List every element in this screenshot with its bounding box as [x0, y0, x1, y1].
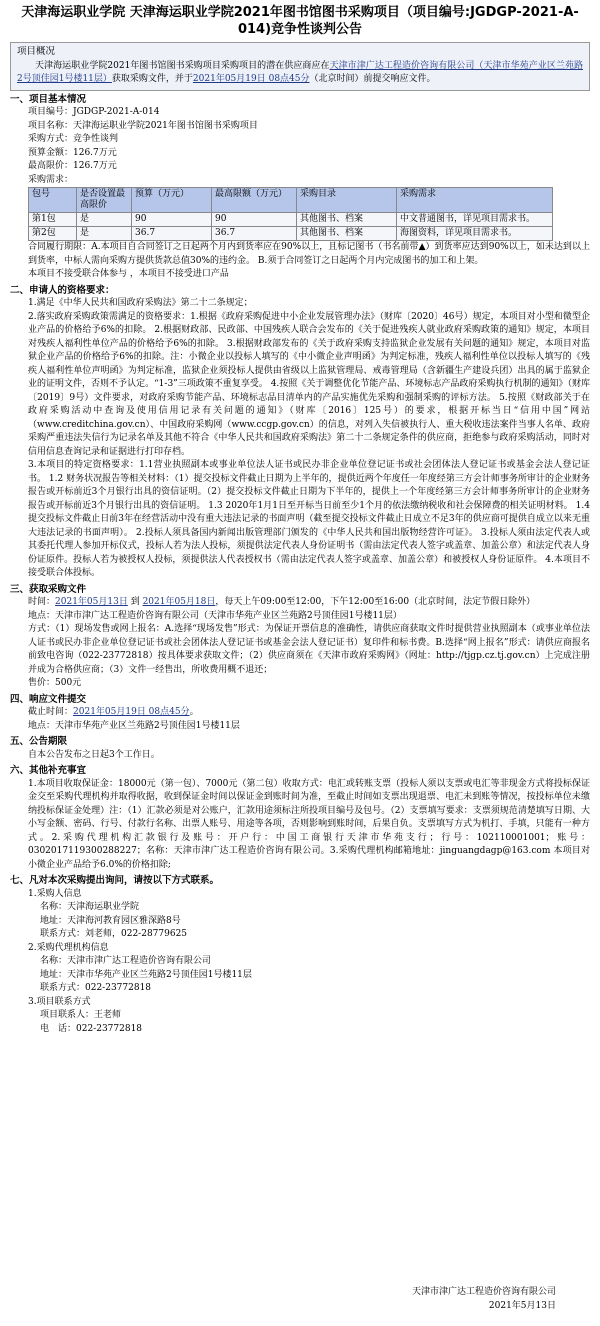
submission-deadline: [10, 706, 590, 720]
col-header-max-amount: 最高限额（万元）: [212, 188, 297, 213]
project-contact-person: 项目联系人：王老师: [40, 1010, 122, 1020]
signature-block: [412, 1285, 556, 1313]
other-matters-text: 1.本项目收取保证金：18000元（第一包）、7000元（第二包）收取方式：电汇或转账支票（投标人须以支票或电汇等非现金方式将投标保证金交至采购代理机构并取得收据，收到保证金时间以保证金到账时间为准，至截止时间如支票出现退票、电汇未到账等情况，按投标单位未缴纳投标保证金处理）注：（1）汇款必须是对公账户，汇款用途须标注所投项目编号及包号。（2）支票填写要求：支票须规范清楚填写日期、大小写金额、密码、行号、付款行名称、出票人账号、用途等各项，否则影响到账时间，后果自负。支票填写方式为机打、手填，只能有一种方式。2.采购代理机构汇款银行及账号：开户行：中国工商银行天津市华苑支行；行号：102110001001；账号：0302017119300288227；名称：天津市津广达工程造价咨询有限公司。3.采购代理机构邮箱地址：jinguangdagp@163.com 本项目对小微企业产品给予6.0%的价格扣除;: [28, 778, 590, 870]
submission-address: 地点：天津市华苑产业区兰苑路2号顶佳园1号楼11层: [28, 720, 240, 731]
overview-text-before: 天津海运职业学院2021年图书馆图书采购项目采购项目的潜在供应商应在: [35, 60, 330, 71]
cell: 36.7: [132, 227, 212, 241]
project-contact-phone: 电 话：022-23772818: [40, 1023, 143, 1034]
requirements-table: [28, 187, 553, 241]
agency-address-link: 天津市津广达工程造价咨询有限公司（天津市华苑产业区兰苑路2号顶佳园1号楼11层）: [17, 60, 583, 84]
cell: 第1包: [29, 213, 77, 227]
obtain-time-end: 2021年05月18日: [142, 597, 216, 607]
qualification-item-2: 2.落实政府采购政策需满足的资格要求：1.根据《政府采购促进中小企业发展管理办法》（财库〔2020〕46号）规定，本项目对小型和微型企业产品的价格给予6%的扣除。 2.根据财政部、民政部、中国残疾人联合会发布的《关于促进残疾人就业政府采购政策的通知》规定，本项目对残疾人福利性单位产品的价格给予6%的扣除。 3.根据财政部发布的《关于政府采购支持监狱企业发展有关问题的通知》规定，本项目对监狱企业产品的价格给予6%的扣除。注：小微企业以投标人填写的《中小微企业声明函》为判定标准，残疾人福利性单位以投标人填写的《残疾人福利性单位声明函》为判定标准，监狱企业须投标人提供由省级以上监狱管理局、戒毒管理局（含新疆生产建设兵团）出具的属于监狱企业的证明文件，否则不予认定。“1-3”三项政策不重复享受。 4.按照《关于调整优化节能产品、环境标志产品政府采购执行机制的通知》（财库〔2019〕9号）文件要求，对政府采购节能产品、环境标志品目清单内的产品实施优先采购和强制采购的评标方法。 5.按照《财政部关于在政府采购活动中查询及使用信用记录有关问题的通知》（财库〔2016〕125号）的要求，根据开标当日“信用中国”网站（www.creditchina.gov.cn）、中国政府采购网（www.ccgp.gov.cn）的信息，对列入失信被执行人、重大税收违法案件当事人名单、政府采购严重违法失信行为记录名单及其他不符合《中华人民共和国政府采购法》第二十二条规定条件的供应商，拒绝参与政府采购活动，同时对信用信息查询记录和证据进行打印存档。: [28, 311, 590, 457]
table-row: [29, 227, 553, 241]
purchaser-contact: 联系方式：刘老师，022-28779625: [40, 929, 188, 939]
cell: 海图资料，详见项目需求书。: [397, 227, 553, 241]
table-header-row: [29, 188, 553, 213]
section-contact-heading: 七、凡对本次采购提出询问，请按以下方式联系。: [10, 875, 220, 886]
cell: 其他图书、档案: [297, 213, 397, 227]
section-obtain-documents-heading: 三、获取采购文件: [10, 583, 87, 595]
agency-contact: 联系方式：022-23772818: [40, 983, 152, 993]
project-contact-title: 3.项目联系方式: [28, 996, 91, 1007]
section-qualification-heading: 二、申请人的资格要求：: [10, 284, 115, 296]
obtain-address: 地点：天津市津广达工程造价咨询有限公司（天津市华苑产业区兰苑路2号顶佳园1号楼11层）: [28, 610, 402, 621]
col-header-package: 包号: [29, 188, 77, 213]
col-header-budget: 预算（万元）: [132, 188, 212, 213]
col-header-max-limit-set: 是否设置最高限价: [77, 188, 132, 213]
procurement-needs-label: 采购需求：: [28, 174, 74, 185]
cell: 36.7: [212, 227, 297, 241]
cell: 90: [132, 213, 212, 227]
deadline-label: 截止时间：: [28, 707, 74, 717]
obtain-method: 方式：（1）现场发售或网上报名：A.选择“现场发售”形式：为保证开票信息的准确性，请供应商获取文件时提供营业执照副本（或事业单位法人证书或民办非企业单位登记证书或社会团体法人登记证书或基金会法人登记证书）复印件和标书费。B.选择“网上报名”形式：请供应商报名前致电咨询（022-23772818）按具体要求获取文件；（2）供应商须在《天津市政府采购网》（网址：http://tjgp.cz.tj.gov.cn）上完成注册并成为合格供应商；（3）文件一经售出，所收费用概不退还；: [28, 624, 590, 675]
obtain-time-start: 2021年05月13日: [55, 597, 128, 607]
overview-text-mid: 获取采购文件，并于: [111, 74, 193, 84]
cell: 是: [77, 227, 132, 241]
section-submission-heading: 四、响应文件提交: [10, 693, 87, 705]
obtain-time-label: 时间：: [28, 597, 56, 607]
signature-org: 天津市津广达工程造价咨询有限公司: [411, 1287, 556, 1297]
section-basic-info-heading: 一、项目基本情况: [10, 93, 87, 105]
purchaser-address: 地址：天津海河教育园区雅深路8号: [40, 915, 181, 926]
obtain-time-rest: ，每天上午09:00至12:00，下午12:00至16:00（北京时间，法定节假日除外）: [215, 597, 536, 607]
project-overview-box: [10, 42, 590, 91]
col-header-catalog: 采购目录: [297, 188, 397, 213]
page-title: 天津海运职业学院 天津海运职业学院2021年图书馆图书采购项目（项目编号:JGDGP-2021-A-014)竞争性谈判公告: [21, 5, 579, 37]
section-notice-period-heading: 五、公告期限: [10, 736, 68, 747]
procurement-method: 采购方式：竞争性谈判: [28, 134, 119, 144]
signature-date: 2021年5月13日: [488, 1301, 556, 1311]
cell: 第2包: [29, 227, 77, 241]
qualification-item-3: 3.本项目的特定资格要求：1.1营业执照副本或事业单位法人证书或民办非企业单位登记证书或社会团体法人登记证书或基金会法人登记证书。 1.2 财务状况报告等相关材料：（1）提交投标文件截止日期为上半年的，提供近两个年度任一年度经第三方会计师事务所审计的企业财务报告或开标前近3个月银行出具的资信证明。（2）提交投标文件截止日期为下半年的，提供上一个年度经第三方会计师事务所审计的企业财务报告或开标前近3个月银行出具的资信证明。 1.3 2020年1月1日至开标当日前至少1个月的依法缴纳税收和社会保障费的相关证明材料。 1.4 提交投标文件截止日前3年在经营活动中没有重大违法记录的书面声明（截至提交投标文件截止日成立不足3年的供应商可提供自成立以来无重大违法记录的书面声明）。 2.投标人须具备国内新闻出版管理部门颁发的《中华人民共和国出版物经营许可证》。 3.投标人须由法定代表人或其委托代理人参加开标仪式，投标人若为法人投标，须提供法定代表人身份证明书（需由法定代表人签字或盖章、加盖公章）和法定代表人身份证原件。投标人若为被授权人投标，须提供法人代表授权书（需由法定代表人签字或盖章、加盖公章）和被授权人身份证原件。 4.本项目不接受联合体投标。: [28, 460, 590, 578]
deadline-link: 2021年05月19日 08点45分: [192, 74, 310, 84]
deadline-suffix: 。: [189, 707, 199, 717]
agency-info-title: 2.采购代理机构信息: [28, 942, 109, 953]
project-name: 项目名称：天津海运职业学院2021年图书馆图书采购项目: [28, 120, 258, 131]
document-price: 售价：500元: [28, 678, 82, 688]
cell: 中文普通图书，详见项目需求书。: [397, 213, 553, 227]
overview-text-after: （北京时间）前提交响应文件。: [309, 74, 436, 84]
cell: 90: [212, 213, 297, 227]
purchaser-info-title: 1.采购人信息: [28, 888, 82, 899]
col-header-needs: 采购需求: [397, 188, 553, 213]
purchaser-name: 名称：天津海运职业学院: [40, 902, 140, 912]
obtain-time-to: 到: [127, 597, 143, 607]
table-row: [29, 213, 553, 227]
contract-period: 合同履行期限：A.本项目自合同签订之日起两个月内到货率应在90%以上，且标记图书（书名前带▲）到货率应达到90%以上，如未达到以上到货率，中标人需向采购方提供货款总值30%的违约金。 B.须于合同签订之日起两个月内完成图书的加工和上架。: [28, 242, 590, 266]
notice-period-text: 自本公告发布之日起3个工作日。: [28, 749, 160, 760]
section-other-matters-heading: 六、其他补充事宜: [10, 765, 87, 776]
deadline-value: 2021年05月19日 08点45分: [73, 707, 190, 717]
qualification-item-1: 1.满足《中华人民共和国政府采购法》第二十二条规定；: [28, 298, 253, 308]
no-consortium-note: 本项目不接受联合体参与 ，本项目不接受进口产品: [28, 269, 229, 279]
budget-amount: 预算金额：126.7万元: [28, 147, 117, 158]
overview-heading: 项目概况: [17, 46, 56, 57]
cell: 是: [77, 213, 132, 227]
agency-address: 地址：天津市华苑产业区兰苑路2号顶佳园1号楼11层: [40, 969, 252, 980]
overview-text: [17, 60, 583, 87]
max-price: 最高限价：126.7万元: [28, 161, 117, 171]
obtain-time: [10, 596, 590, 610]
agency-name: 名称：天津市津广达工程造价咨询有限公司: [40, 956, 212, 966]
cell: 其他图书、档案: [297, 227, 397, 241]
project-number: 项目编号：JGDGP-2021-A-014: [28, 107, 160, 117]
